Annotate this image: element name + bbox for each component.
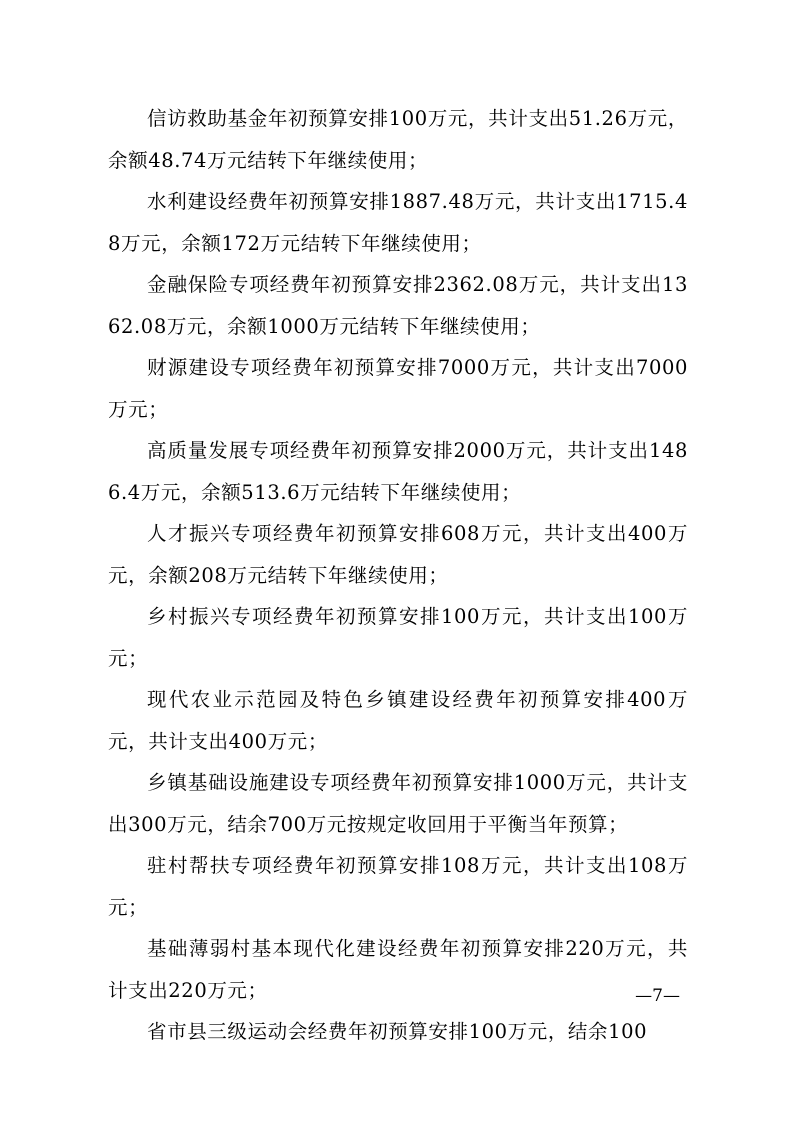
paragraph-modern-agriculture-park: 现代农业示范园及特色乡镇建设经费年初预算安排400万元，共计支出400万元；: [108, 688, 688, 753]
paragraph-high-quality-development: 高质量发展专项经费年初预算安排2000万元，共计支出1486.4万元，余额513.6万元结转下年继续使用；: [108, 439, 688, 504]
paragraph-rural-revitalization: 乡村振兴专项经费年初预算安排100万元，共计支出100万元；: [108, 605, 688, 670]
paragraph-weak-village-modernization: 基础薄弱村基本现代化建设经费年初预算安排220万元，共计支出220万元；: [108, 937, 688, 1002]
paragraph-revenue-source-construction: 财源建设专项经费年初预算安排7000万元，共计支出7000万元；: [108, 356, 688, 421]
paragraph-township-infrastructure: 乡镇基础设施建设专项经费年初预算安排1000万元，共计支出300万元，结余700万元按规定收回用于平衡当年预算；: [108, 771, 688, 836]
paragraph-water-conservancy: 水利建设经费年初预算安排1887.48万元，共计支出1715.48万元，余额172万元结转下年继续使用；: [108, 190, 688, 255]
paragraph-sports-games: 省市县三级运动会经费年初预算安排100万元，结余100: [147, 1020, 648, 1043]
paragraph-talent-revitalization: 人才振兴专项经费年初预算安排608万元，共计支出400万元，余额208万元结转下年继续使用；: [108, 522, 688, 587]
page-number: —7—: [635, 986, 680, 1006]
paragraph-village-assistance: 驻村帮扶专项经费年初预算安排108万元，共计支出108万元；: [108, 854, 688, 919]
body-text: [108, 98, 688, 1053]
paragraph-financial-insurance: 金融保险专项经费年初预算安排2362.08万元，共计支出1362.08万元，余额1000万元结转下年继续使用；: [108, 273, 688, 338]
page-footer: [0, 985, 793, 1007]
paragraph-petition-relief-fund: 信访救助基金年初预算安排100万元，共计支出51.26万元，余额48.74万元结转下年继续使用；: [108, 107, 688, 172]
